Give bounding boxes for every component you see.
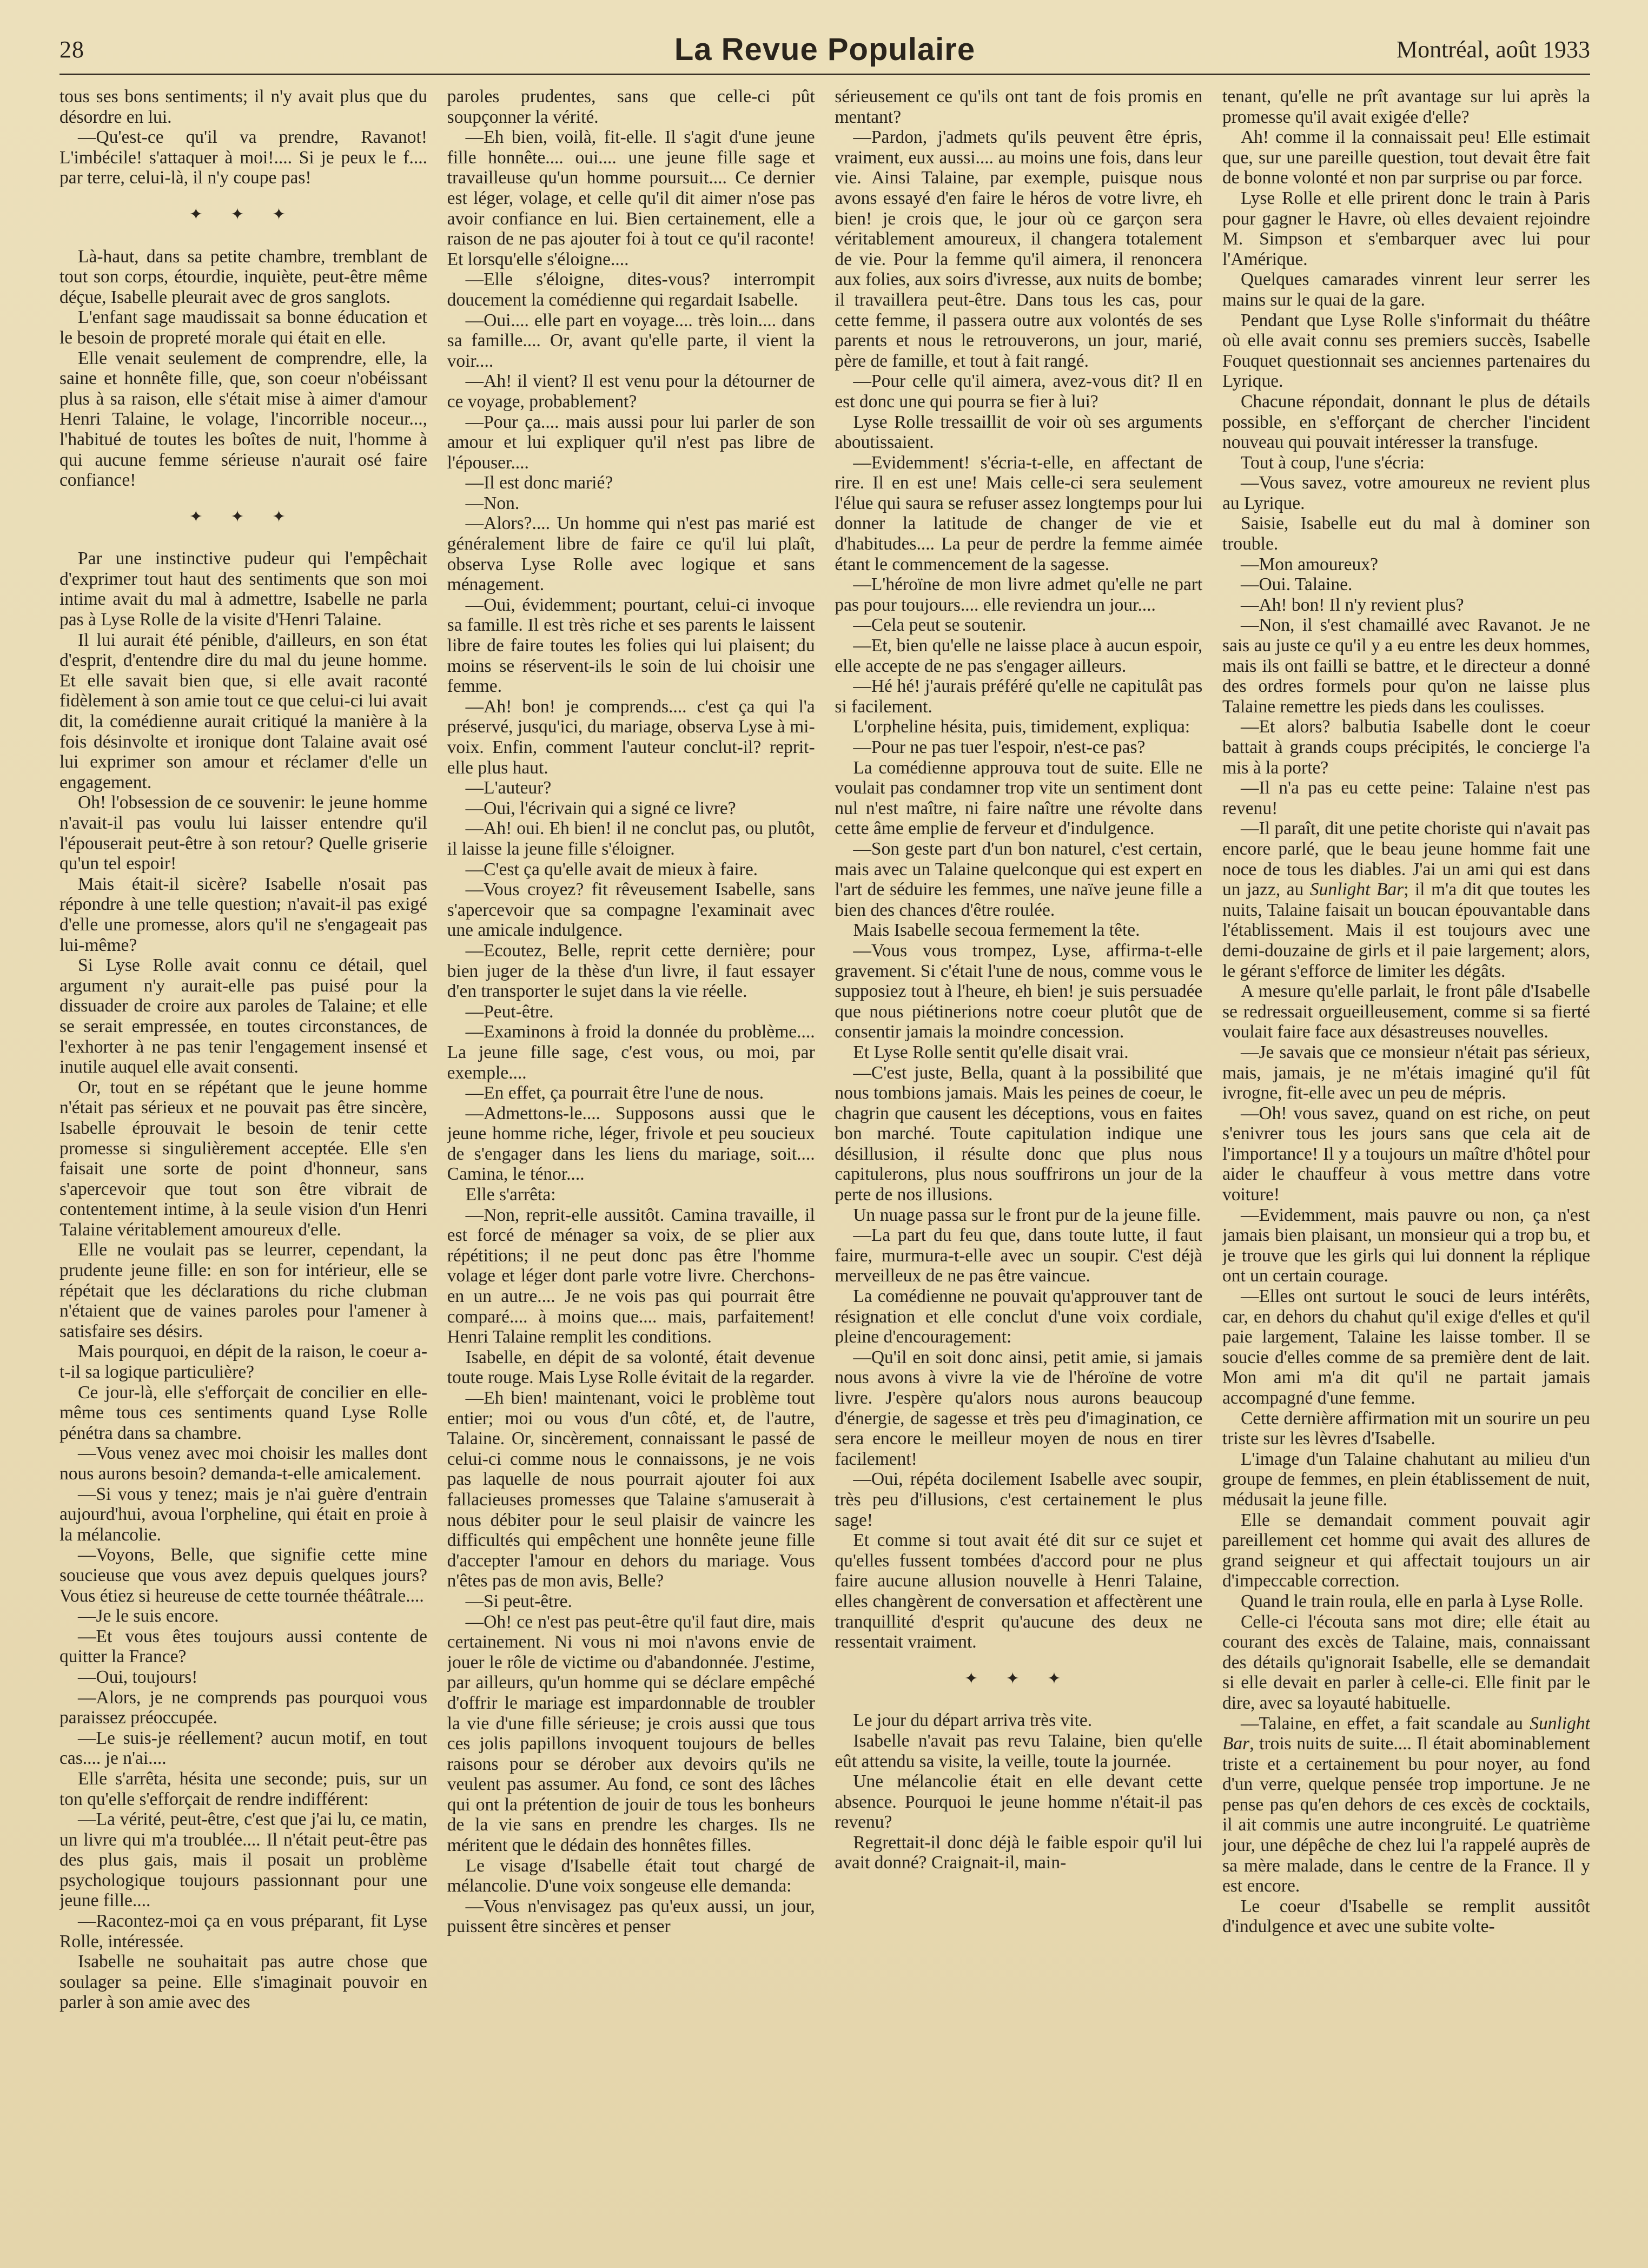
paragraph: —Non.: [465, 493, 520, 513]
paragraph: —Et alors? balbutia Isabelle dont le coeur battait à grands coups précipités, le concierge l'a mis à la porte?: [1222, 717, 1590, 778]
paragraph: —Ah! bon! Il n'y revient plus?: [1240, 594, 1464, 615]
paragraph: —Il n'a pas eu cette peine: Talaine n'est pas revenu!: [1222, 778, 1590, 818]
paragraph: Le coeur d'Isabelle se remplit aussitôt d'indulgence et avec une subite volte-: [1222, 1896, 1590, 1937]
paragraph: Celle-ci l'écouta sans mot dire; elle était au courant des excès de Talaine, mais, connaissant des détails qu'ignorait Isabelle, elle se demandait si elle devait en parler à celle-ci. Elle finit par le dire, avec sa loyauté habituelle.: [1222, 1611, 1590, 1713]
paragraph: Un nuage passa sur le front pur de la jeune fille.: [853, 1205, 1201, 1225]
paragraph: —Hé hé! j'aurais préféré qu'elle ne capitulât pas si facilement.: [835, 676, 1203, 717]
paragraph: sérieusement ce qu'ils ont tant de fois promis en mentant?: [835, 87, 1203, 127]
magazine-title: La Revue Populaire: [674, 32, 976, 67]
paragraph: La comédienne ne pouvait qu'approuver tant de résignation et elle conclut d'une voix cordiale, pleine d'encouragement:: [835, 1286, 1203, 1347]
paragraph: Isabelle, en dépit de sa volonté, était devenue toute rouge. Mais Lyse Rolle évitait de la regarder.: [447, 1347, 815, 1388]
paragraph: Mais Isabelle secoua fermement la tête.: [853, 920, 1140, 941]
paragraph: Chacune répondait, donnant le plus de détails possible, en s'efforçant de chercher l'incident nouveau qui pouvait intéresser la transfuge.: [1222, 391, 1590, 453]
paragraph: —Eh bien! maintenant, voici le problème tout entier; moi ou vous d'un côté, et, de l'autre, Talaine. Or, sincèrement, connaissant le passé de celui-ci comme nous le connaissons, je ne vois pas laquelle de nous pourrait ajouter foi aux fallacieuses promesses que Talaine s'amuserait à nous débiter pour le seul plaisir de vaincre les difficultés qui empêchent une honnête jeune fille d'accepter l'amour en dehors du mariage. Vous n'êtes pas de mon avis, Belle?: [447, 1388, 815, 1591]
paragraph: —Son geste part d'un bon naturel, c'est certain, mais avec un Talaine quelconque qui est expert en l'art de séduire les femmes, une naïve jeune fille a bien des chances d'être roulée.: [835, 838, 1203, 920]
paragraph: —Ah! oui. Eh bien! il ne conclut pas, ou plutôt, il laisse la jeune fille s'éloigner.: [447, 818, 815, 859]
paragraph: —Oui, répéta docilement Isabelle avec soupir, très peu d'illusions, c'est certainement le plus sage!: [835, 1469, 1203, 1530]
paragraph: —Pour celle qu'il aimera, avez-vous dit? Il en est donc une qui pourra se fier à lui?: [835, 371, 1203, 412]
paragraph: Saisie, Isabelle eut du mal à dominer son trouble.: [1222, 513, 1590, 554]
paragraph: Tout à coup, l'une s'écria:: [1240, 452, 1425, 473]
paragraph: Lyse Rolle tressaillit de voir où ses arguments aboutissaient.: [835, 412, 1203, 453]
paragraph: —L'héroïne de mon livre admet qu'elle ne part pas pour toujours.... elle reviendra un jour....: [835, 574, 1203, 615]
column-4: [1222, 87, 1590, 2239]
paragraph: —Qu'est-ce qu'il va prendre, Ravanot! L'imbécile! s'attaquer à moi!.... Si je peux le f.... par terre, celui-là, il n'y coupe pas!: [59, 127, 427, 188]
paragraph: L'enfant sage maudissait sa bonne éducation et le besoin de propreté morale qui était en elle.: [59, 307, 427, 348]
paragraph: —Admettons-le.... Supposons aussi que le jeune homme riche, léger, frivole et peu soucieux de s'engager dans les liens du mariage, soit.... Camina, le ténor....: [447, 1103, 815, 1185]
paragraph: La comédienne approuva tout de suite. Elle ne voulait pas condamner trop vite un sentiment dont nul n'est maître, ni faire naître une révolte dans cette âme emplie de ferveur et d'indulgence.: [835, 757, 1203, 839]
paragraph: —Je savais que ce monsieur n'était pas sérieux, mais, jamais, je ne m'étais imaginé qu'il fût ivrogne, fit-elle avec un peu de mépris.: [1222, 1042, 1590, 1103]
paragraph: Ce jour-là, elle s'efforçait de concilier en elle-même tous ces sentiments quand Lyse Rolle pénétra dans sa chambre.: [59, 1382, 427, 1443]
paragraph: —C'est ça qu'elle avait de mieux à faire.: [465, 859, 758, 880]
paragraph: Isabelle n'avait pas revu Talaine, bien qu'elle eût attendu sa visite, la veille, toute la journée.: [835, 1730, 1203, 1771]
section-ornament: ✦ ✦ ✦: [189, 205, 298, 223]
paragraph: —Alors?.... Un homme qui n'est pas marié est généralement libre de faire ce qu'il lui plaît, observa Lyse Rolle avec logique et sans ménagement.: [447, 513, 815, 595]
paragraph: —Et, bien qu'elle ne laisse place à aucun espoir, elle accepte de ne pas s'engager ailleurs.: [835, 636, 1203, 676]
paragraph: —Vous savez, votre amoureux ne revient plus au Lyrique.: [1222, 473, 1590, 513]
paragraph: Le visage d'Isabelle était tout chargé de mélancolie. D'une voix songeuse elle demanda:: [447, 1855, 815, 1896]
paragraph: —Oui.... elle part en voyage.... très loin.... dans sa famille.... Or, avant qu'elle parte, il vient la voir....: [447, 310, 815, 371]
paragraph: Il lui aurait été pénible, d'ailleurs, en son état d'esprit, d'entendre dire du mal du jeune homme. Et elle savait bien que, si elle avait raconté fidèlement à son amie tout ce que celui-ci lui avait dit, la comédienne aurait critiqué la manière à la fois désinvolte et ironique dont Talaine avait osé lui exprimer son amour et réclamer d'elle un engagement.: [59, 630, 427, 792]
paragraph: —Talaine, en effet, a fait scandale au Sunlight Bar, trois nuits de suite.... Il était abominablement triste et a certainement bu pour noyer, au fond d'un verre, quelque pensée trop importune. Je ne pense pas qu'en dehors de ces excès de cocktails, il ait commis une autre incongruité. Le quatrième jour, une dépêche de chez lui l'a rappelé auprès de sa mère malade, dans le centre de la France. Il y est encore.: [1222, 1713, 1590, 1896]
paragraph: —Ah! il vient? Il est venu pour la détourner de ce voyage, probablement?: [447, 371, 815, 412]
paragraph: —Oui, l'écrivain qui a signé ce livre?: [465, 798, 736, 818]
paragraph: Mais était-il sicère? Isabelle n'osait pas répondre à une telle question; n'avait-il pas exigé d'elle une promesse, alors qu'il ne s'engageait pas lui-même?: [59, 874, 427, 955]
paragraph: tous ses bons sentiments; il n'y avait plus que du désordre en lui.: [59, 87, 427, 127]
paragraph: —Oui. Talaine.: [1240, 574, 1353, 595]
paragraph: Par une instinctive pudeur qui l'empêchait d'exprimer tout haut des sentiments que son moi intime avait du mal à admettre, Isabelle ne parla pas à Lyse Rolle de la visite d'Henri Talaine.: [59, 548, 427, 630]
paragraph: Elle ne voulait pas se leurrer, cependant, la prudente jeune fille: en son for intérieur, elle se répétait que les déclarations du riche clubman n'étaient que de vaines paroles pour l'amener à satisfaire ses désirs.: [59, 1240, 427, 1341]
paragraph: —Pardon, j'admets qu'ils peuvent être épris, vraiment, eux aussi.... au moins une fois, dans leur vie. Ainsi Talaine, par exemple, puisque nous avons essayé d'en faire le héros de votre livre, eh bien! je crois que, le jour où ce garçon sera véritablement amoureux, il changera totalement de vie. Pour la femme qu'il aimera, il renoncera aux folies, aux soirs d'ivresse, aux nuits de bombe; il travaillera peut-être. Dans tous les cas, pour cette femme, il passera outre aux volontés de ses parents et nous le retrouverons, un jour, marié, père de famille, et tout à fait rangé.: [835, 127, 1203, 371]
paragraph: —L'auteur?: [465, 778, 552, 798]
paragraph: Le jour du départ arriva très vite.: [853, 1710, 1093, 1731]
paragraph: —Il paraît, dit une petite choriste qui n'avait pas encore parlé, que le beau jeune homme fait une noce de tous les diables. J'ai un ami qui est dans un jazz, au Sunlight Bar; il m'a dit que toutes les nuits, Talaine faisait un boucan épouvantable dans l'établissement. Mais il est toujours avec une demi-douzaine de girls et il paie largement; alors, le gérant s'efforce de limiter les dégâts.: [1222, 818, 1590, 981]
paragraph: —Voyons, Belle, que signifie cette mine soucieuse que vous avez depuis quelques jours? Vous étiez si heureuse de cette tournée théâtrale....: [59, 1545, 427, 1606]
paragraph: Si Lyse Rolle avait connu ce détail, quel argument n'y aurait-elle pas puisé pour la dissuader de croire aux paroles de Talaine; et elle se serait empressée, en toutes circonstances, de l'exhorter à ne pas tenir l'engagement insensé et inutile auquel elle avait consenti.: [59, 955, 427, 1077]
paragraph: Mais pourquoi, en dépit de la raison, le coeur a-t-il sa logique particulière?: [59, 1341, 427, 1383]
paragraph: —Cela peut se soutenir.: [853, 615, 1027, 636]
paragraph: Ah! comme il la connaissait peu! Elle estimait que, sur une pareille question, tout devait être fait de bonne volonté et non par surprise ou par force.: [1222, 127, 1590, 188]
paragraph: —Non, il s'est chamaillé avec Ravanot. Je ne sais au juste ce qu'il y a eu entre les deux hommes, mais ils ont failli se battre, et le directeur a donné des ordres formels pour qu'on ne laisse plus Talaine remettre les pieds dans les coulisses.: [1222, 615, 1590, 717]
paragraph: —Examinons à froid la donnée du problème.... La jeune fille sage, c'est vous, ou moi, par exemple....: [447, 1022, 815, 1083]
paragraph: tenant, qu'elle ne prît avantage sur lui après la promesse qu'il avait exigée d'elle?: [1222, 87, 1590, 127]
column-3: [835, 87, 1202, 2239]
paragraph: Elle s'arrêta:: [465, 1185, 556, 1205]
paragraph: —Oh! vous savez, quand on est riche, on peut s'enivrer tous les jours sans que cela ait de l'importance! Il y a toujours un maître d'hôtel pour aider le chauffeur à vous mettre dans votre voiture!: [1222, 1103, 1590, 1205]
paragraph: —Le suis-je réellement? aucun motif, en tout cas.... je n'ai....: [59, 1728, 427, 1769]
paragraph: —Si peut-être.: [465, 1591, 572, 1611]
paragraph: —Vous croyez? fit rêveusement Isabelle, sans s'apercevoir que sa compagne l'examinait avec une amicale indulgence.: [447, 880, 815, 941]
paragraph: Or, tout en se répétant que le jeune homme n'était pas sérieux et ne pouvait pas être sincère, Isabelle éprouvait le besoin de tenir cette promesse si singulièrement acceptée. Elle s'en faisait une sorte de point d'honneur, sans s'apercevoir que tout son être vibrait de contentement intime, à la seule vision d'un Henri Talaine véritablement amoureux d'elle.: [59, 1077, 427, 1240]
paragraph: L'orpheline hésita, puis, timidement, expliqua:: [853, 717, 1190, 737]
paragraph: —Eh bien, voilà, fit-elle. Il s'agit d'une jeune fille honnête.... oui.... une jeune fille sage et travailleuse qu'un homme poursuit.... Ce dernier est léger, volage, et celle qu'il dit aimer n'ose pas avoir confiance en lui. Bien certainement, elle a raison de ne pas ajouter foi à tout ce qu'il raconte! Et lorsqu'elle s'éloigne....: [447, 127, 815, 269]
paragraph: Cette dernière affirmation mit un sourire un peu triste sur les lèvres d'Isabelle.: [1222, 1408, 1590, 1449]
paragraph: —Vous n'envisagez pas qu'eux aussi, un jour, puissent être sincères et penser: [447, 1896, 815, 1937]
paragraph: —Si vous y tenez; mais je n'ai guère d'entrain aujourd'hui, avoua l'orpheline, qui était en proie à la mélancolie.: [59, 1484, 427, 1545]
column-1: [59, 87, 427, 2239]
paragraph: —Elles ont surtout le souci de leurs intérêts, car, en dehors du chahut qu'il exige d'elles et qu'il paie largement, Talaine les laisse tomber. Il se soucie d'elles comme de sa première dent de lait. Mon ami m'a dit qu'il ne partait jamais accompagné d'une femme.: [1222, 1286, 1590, 1408]
paragraph: —La vérité, peut-être, c'est que j'ai lu, ce matin, un livre qui m'a troublée.... Il n'était peut-être pas des plus gais, mais il posait un problème psychologique toujours passionnant pour une jeune fille....: [59, 1809, 427, 1911]
paragraph: paroles prudentes, sans que celle-ci pût soupçonner la vérité.: [447, 87, 815, 127]
paragraph: —Vous venez avec moi choisir les malles dont nous aurons besoin? demanda-t-elle amicalement.: [59, 1443, 427, 1484]
section-ornament: ✦ ✦ ✦: [189, 507, 298, 526]
paragraph: Une mélancolie était en elle devant cette absence. Pourquoi le jeune homme n'était-il pas revenu?: [835, 1771, 1203, 1833]
paragraph: —Racontez-moi ça en vous préparant, fit Lyse Rolle, intéressée.: [59, 1911, 427, 1952]
text-columns: [59, 87, 1590, 2239]
column-2: [447, 87, 815, 2239]
paragraph: —En effet, ça pourrait être l'une de nous.: [465, 1083, 764, 1103]
paragraph: —Peut-être.: [465, 1001, 554, 1022]
paragraph: —Evidemment, mais pauvre ou non, ça n'est jamais bien plaisant, un monsieur qui a trop bu, et je trouve que les girls qui lui donnent la réplique ont un certain courage.: [1222, 1205, 1590, 1286]
paragraph: Quand le train roula, elle en parla à Lyse Rolle.: [1240, 1591, 1584, 1611]
paragraph: —Ah! bon! je comprends.... c'est ça qui l'a préservé, jusqu'ici, du mariage, observa Lyse à mi-voix. Enfin, comment l'auteur conclut-il? reprit-elle plus haut.: [447, 696, 815, 778]
header-rule: [59, 74, 1590, 75]
paragraph: Quelques camarades vinrent leur serrer les mains sur le quai de la gare.: [1222, 269, 1590, 310]
paragraph: —Pour ça.... mais aussi pour lui parler de son amour et lui expliquer qu'il n'est pas libre de l'épouser....: [447, 412, 815, 473]
paragraph: —Alors, je ne comprends pas pourquoi vous paraissez préoccupée.: [59, 1687, 427, 1728]
section-ornament: ✦ ✦ ✦: [964, 1669, 1073, 1688]
paragraph: —Pour ne pas tuer l'espoir, n'est-ce pas?: [853, 737, 1146, 757]
paragraph: A mesure qu'elle parlait, le front pâle d'Isabelle se redressait orgueilleusement, comme si sa fierté voulait faire face aux désastreuses nouvelles.: [1222, 981, 1590, 1042]
paragraph: —Evidemment! s'écria-t-elle, en affectant de rire. Il en est une! Mais celle-ci sera seulement l'élue qui saura se refuser assez longtemps pour lui donner la latitude de changer de vie et d'habitudes.... La peur de perdre la femme aimée étant le commencement de la sagesse.: [835, 452, 1203, 574]
paragraph: —Vous vous trompez, Lyse, affirma-t-elle gravement. Si c'était l'une de nous, comme vous le supposiez tout à l'heure, eh bien! je suis persuadée que nous piétinerions notre coeur plutôt que de consentir jamais la moindre concession.: [835, 940, 1203, 1042]
paragraph: —Et vous êtes toujours aussi contente de quitter la France?: [59, 1626, 427, 1667]
paragraph: —Je le suis encore.: [78, 1606, 219, 1626]
paragraph: Elle venait seulement de comprendre, elle, la saine et honnête fille, que, son coeur n'obéissant plus à sa raison, elle s'était mise à aimer d'amour Henri Talaine, le volage, l'incorrible noceur..., l'habitué de toutes les boîtes de nuit, l'homme à qui aucune femme sérieuse n'aurait osé faire confiance!: [59, 348, 427, 491]
paragraph: Elle s'arrêta, hésita une seconde; puis, sur un ton qu'elle s'efforçait de rendre indifférent:: [59, 1768, 427, 1809]
paragraph: —Elle s'éloigne, dites-vous? interrompit doucement la comédienne qui regardait Isabelle.: [447, 269, 815, 310]
dateline: Montréal, août 1933: [1396, 36, 1590, 63]
paragraph: —Ecoutez, Belle, reprit cette dernière; pour bien juger de la thèse d'un livre, il faut essayer d'en transporter le sujet dans la vie réelle.: [447, 940, 815, 1002]
paragraph: Et comme si tout avait été dit sur ce sujet et qu'elles fussent tombées d'accord pour ne plus faire aucune allusion nouvelle à Henri Talaine, elles changèrent de conversation et affectèrent une tranquillité d'esprit qu'aucune des deux ne ressentait vraiment.: [835, 1530, 1203, 1652]
paragraph: Elle se demandait comment pouvait agir pareillement cet homme qui avait des allures de grand seigneur et qui affectait toujours un air d'impeccable correction.: [1222, 1510, 1590, 1591]
paragraph: —Oui, toujours!: [78, 1667, 198, 1687]
page-header: [59, 31, 1590, 69]
paragraph: —Il est donc marié?: [465, 473, 613, 493]
paragraph: Lyse Rolle et elle prirent donc le train à Paris pour gagner le Havre, où elles devaient rejoindre M. Simpson et s'embarquer avec lui pour l'Amérique.: [1222, 188, 1590, 269]
paragraph: —Qu'il en soit donc ainsi, petit amie, si jamais nous avons à vivre la vie de l'héroïne de votre livre. J'espère qu'alors nous aurons beaucoup d'énergie, de sagesse et très peu d'imagination, ce sera encore le meilleur moyen de nous en tirer facilement!: [835, 1347, 1203, 1469]
paragraph: —Oui, évidemment; pourtant, celui-ci invoque sa famille. Il est très riche et ses parents le laissent libre de faire toutes les folies qui lui plaisent; du moins se réservent-ils le soin de lui choisir une femme.: [447, 594, 815, 697]
paragraph: —C'est juste, Bella, quant à la possibilité que nous tombions jamais. Mais les peines de coeur, le chagrin que causent les déceptions, vous en faites bon marché. Toute capitulation indique une désillusion, il résulte donc que plus nous capitulerons, plus nous souffrirons un jour de la perte de nos illusions.: [835, 1062, 1203, 1205]
paragraph: —Oh! ce n'est pas peut-être qu'il faut dire, mais certainement. Ni vous ni moi n'avons envie de jouer le rôle de victime ou d'abandonnée. J'estime, par ailleurs, qu'un homme qui se déclare empêché d'offrir le mariage est impardonnable de troubler la vie d'une fille sérieuse; je crois aussi que tous ces jolis papillons invoquent toujours de belles raisons pour se dérober aux devoirs qu'ils ne veulent pas assumer. Au fond, ce sont des lâches qui ont la prétention de jouir de tous les bonheurs de la vie sans en prendre les charges. Ils ne méritent que le dédain des honnêtes filles.: [447, 1611, 815, 1856]
paragraph: —Non, reprit-elle aussitôt. Camina travaille, il est forcé de ménager sa voix, de se plier aux répétitions; il ne peut donc pas être l'homme volage et léger dont parle votre livre. Cherchons-en un autre.... Je ne vois pas qui pourrait être comparé.... à moins que.... mais, parfaitement! Henri Talaine remplit les conditions.: [447, 1205, 815, 1347]
page-number: 28: [59, 36, 84, 63]
paragraph: —Mon amoureux?: [1240, 554, 1378, 574]
paragraph: Et Lyse Rolle sentit qu'elle disait vrai.: [853, 1042, 1129, 1062]
paragraph: L'image d'un Talaine chahutant au milieu d'un groupe de femmes, en plein établissement de nuit, médusait la jeune fille.: [1222, 1449, 1590, 1510]
paragraph: —La part du feu que, dans toute lutte, il faut faire, murmura-t-elle avec un soupir. C'est déjà merveilleux de ne pas être vaincue.: [835, 1225, 1203, 1286]
paragraph: Pendant que Lyse Rolle s'informait du théâtre où elle avait connu ses premiers succès, Isabelle Fouquet questionnait ses anciennes partenaires du Lyrique.: [1222, 310, 1590, 392]
paragraph: Isabelle ne souhaitait pas autre chose que soulager sa peine. Elle s'imaginait pouvoir en parler à son amie avec des: [59, 1952, 427, 2013]
paragraph: Regrettait-il donc déjà le faible espoir qu'il lui avait donné? Craignait-il, main-: [835, 1832, 1203, 1873]
paragraph: Oh! l'obsession de ce souvenir: le jeune homme n'avait-il pas voulu lui laisser entendre qu'il l'épouserait peut-être à son retour? Quelle griserie qu'un tel espoir!: [59, 792, 427, 874]
paragraph: Là-haut, dans sa petite chambre, tremblant de tout son corps, étourdie, inquiète, peut-être même déçue, Isabelle pleurait avec de gros sanglots.: [59, 246, 427, 307]
